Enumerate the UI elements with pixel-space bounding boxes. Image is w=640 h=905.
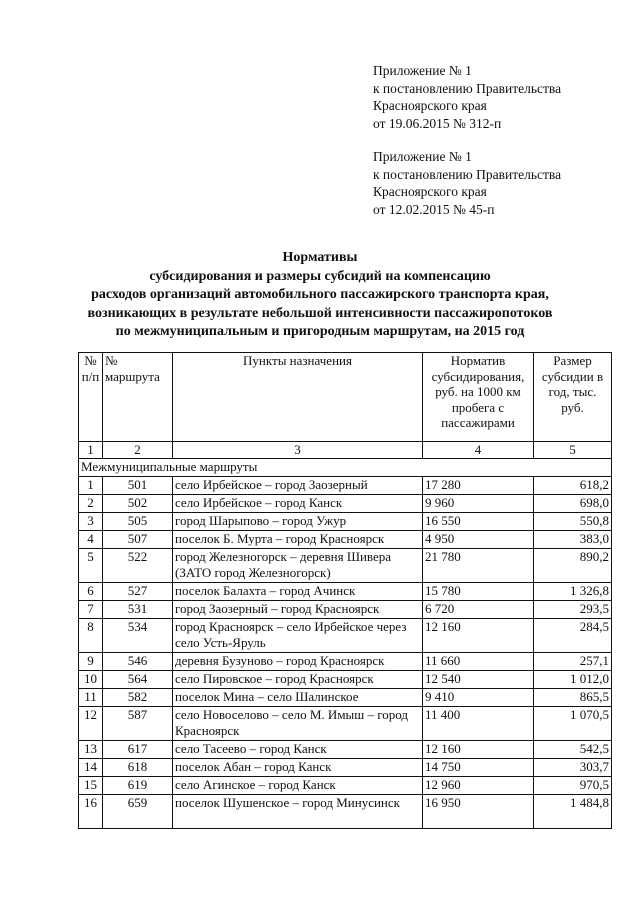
subsidy-amount: 1 070,5: [534, 707, 612, 741]
appendix-label: Приложение № 1: [373, 63, 472, 78]
route-destinations: город Шарыпово – город Ужур: [173, 513, 423, 531]
route-number: 546: [103, 653, 173, 671]
route-destinations: поселок Мина – село Шалинское: [173, 689, 423, 707]
route-destinations: город Красноярск – село Ирбейское через село Усть-Яруль: [173, 619, 423, 653]
route-number: 659: [103, 795, 173, 829]
row-number: 9: [79, 653, 103, 671]
subsidy-norm: 12 540: [423, 671, 534, 689]
appendix-decree: к постановлению Правительства: [373, 80, 562, 96]
table-row: [79, 707, 612, 741]
subsidy-norm: 4 950: [423, 531, 534, 549]
header-destinations: Пункты назначения: [173, 353, 423, 442]
subsidy-norm: 11 660: [423, 653, 534, 671]
column-number: 3: [173, 442, 423, 459]
route-destinations: город Железногорск – деревня Шивера (ЗАТО город Железногорск): [173, 549, 423, 583]
subsidy-norm: 11 400: [423, 707, 534, 741]
route-destinations: поселок Б. Мурта – город Красноярск: [173, 531, 423, 549]
subsidy-amount: 1 326,8: [534, 583, 612, 601]
subsidy-amount: 970,5: [534, 777, 612, 795]
route-number: 522: [103, 549, 173, 583]
table-row: [79, 795, 612, 829]
subsidy-amount: 1 012,0: [534, 671, 612, 689]
column-number: 5: [534, 442, 612, 459]
subsidy-amount: 542,5: [534, 741, 612, 759]
header-route: № маршрута: [103, 353, 173, 442]
table-row: [79, 495, 612, 513]
route-number: 501: [103, 477, 173, 495]
row-number: 12: [79, 707, 103, 741]
route-number: 587: [103, 707, 173, 741]
section-label: Межмуниципальные маршруты: [79, 459, 612, 477]
route-destinations: село Пировское – город Красноярск: [173, 671, 423, 689]
table-row: [79, 671, 612, 689]
row-number: 15: [79, 777, 103, 795]
route-destinations: деревня Бузуново – город Красноярск: [173, 653, 423, 671]
title-line: субсидирования и размеры субсидий на компенсацию: [149, 268, 491, 284]
table-row: [79, 477, 612, 495]
row-number: 4: [79, 531, 103, 549]
table-row: [79, 741, 612, 759]
title-line: возникающих в результате небольшой интенсивности пассажиропотоков: [87, 305, 553, 321]
title-line: Нормативы: [282, 250, 358, 265]
section-row: [79, 459, 612, 477]
subsidy-norm: 9 410: [423, 689, 534, 707]
table-row: [79, 601, 612, 619]
subsidy-norm: 14 750: [423, 759, 534, 777]
appendix-block-current: [373, 62, 623, 132]
table-header-row: [79, 353, 612, 442]
route-number: 619: [103, 777, 173, 795]
route-destinations: село Тасеево – город Канск: [173, 741, 423, 759]
route-number: 507: [103, 531, 173, 549]
row-number: 16: [79, 795, 103, 829]
subsidy-amount: 303,7: [534, 759, 612, 777]
column-number: 2: [103, 442, 173, 459]
table-row: [79, 689, 612, 707]
document-title: [0, 249, 640, 342]
row-number: 8: [79, 619, 103, 653]
route-destinations: село Агинское – город Канск: [173, 777, 423, 795]
subsidy-amount: 698,0: [534, 495, 612, 513]
row-number: 2: [79, 495, 103, 513]
subsidy-norm: 16 550: [423, 513, 534, 531]
row-number: 5: [79, 549, 103, 583]
subsidy-norm: 17 280: [423, 477, 534, 495]
row-number: 3: [79, 513, 103, 531]
column-number: 4: [423, 442, 534, 459]
subsidy-norm: 12 160: [423, 619, 534, 653]
table-row: [79, 513, 612, 531]
header-subsidy: Размер субсидии в год, тыс. руб.: [534, 353, 612, 442]
subsidy-amount: 550,8: [534, 513, 612, 531]
route-number: 502: [103, 495, 173, 513]
header-num: № п/п: [79, 353, 103, 442]
route-number: 531: [103, 601, 173, 619]
appendix-date: от 12.02.2015 № 45-п: [373, 201, 495, 217]
appendix-decree: к постановлению Правительства: [373, 166, 562, 182]
subsidy-norm: 9 960: [423, 495, 534, 513]
row-number: 6: [79, 583, 103, 601]
route-number: 564: [103, 671, 173, 689]
subsidy-norm: 15 780: [423, 583, 534, 601]
table-row: [79, 777, 612, 795]
subsidy-amount: 293,5: [534, 601, 612, 619]
appendix-region: Красноярского края: [373, 98, 487, 113]
table-row: [79, 549, 612, 583]
subsidy-amount: 257,1: [534, 653, 612, 671]
row-number: 1: [79, 477, 103, 495]
subsidy-amount: 383,0: [534, 531, 612, 549]
route-number: 582: [103, 689, 173, 707]
subsidy-norm: 16 950: [423, 795, 534, 829]
route-destinations: село Ирбейское – город Канск: [173, 495, 423, 513]
title-line: по межмуниципальным и пригородным маршрутам, на 2015 год: [115, 324, 525, 339]
row-number: 13: [79, 741, 103, 759]
appendix-block-original: [373, 148, 623, 218]
subsidy-amount: 284,5: [534, 619, 612, 653]
table-row: [79, 759, 612, 777]
subsidy-amount: 1 484,8: [534, 795, 612, 829]
title-line: расходов организаций автомобильного пассажирского транспорта края,: [91, 287, 549, 302]
subsidy-amount: 865,5: [534, 689, 612, 707]
column-number: 1: [79, 442, 103, 459]
appendix-region: Красноярского края: [373, 184, 487, 199]
appendix-label: Приложение № 1: [373, 149, 472, 164]
subsidy-norm: 12 960: [423, 777, 534, 795]
route-destinations: село Новоселово – село М. Имыш – город Красноярск: [173, 707, 423, 741]
route-destinations: город Заозерный – город Красноярск: [173, 601, 423, 619]
row-number: 7: [79, 601, 103, 619]
table-row: [79, 583, 612, 601]
subsidy-norm: 21 780: [423, 549, 534, 583]
row-number: 14: [79, 759, 103, 777]
appendix-date: от 19.06.2015 № 312-п: [373, 115, 502, 131]
route-number: 617: [103, 741, 173, 759]
subsidy-amount: 618,2: [534, 477, 612, 495]
route-number: 505: [103, 513, 173, 531]
route-number: 618: [103, 759, 173, 777]
row-number: 11: [79, 689, 103, 707]
column-number-row: [79, 442, 612, 459]
subsidy-table: [78, 352, 612, 829]
subsidy-amount: 890,2: [534, 549, 612, 583]
route-destinations: поселок Балахта – город Ачинск: [173, 583, 423, 601]
header-norm: Норматив субсидирования, руб. на 1000 км пробега с пассажирами: [423, 353, 534, 442]
row-number: 10: [79, 671, 103, 689]
subsidy-norm: 12 160: [423, 741, 534, 759]
route-number: 534: [103, 619, 173, 653]
table-row: [79, 653, 612, 671]
table-row: [79, 619, 612, 653]
subsidy-norm: 6 720: [423, 601, 534, 619]
route-destinations: поселок Абан – город Канск: [173, 759, 423, 777]
route-destinations: поселок Шушенское – город Минусинск: [173, 795, 423, 829]
route-destinations: село Ирбейское – город Заозерный: [173, 477, 423, 495]
route-number: 527: [103, 583, 173, 601]
table-row: [79, 531, 612, 549]
